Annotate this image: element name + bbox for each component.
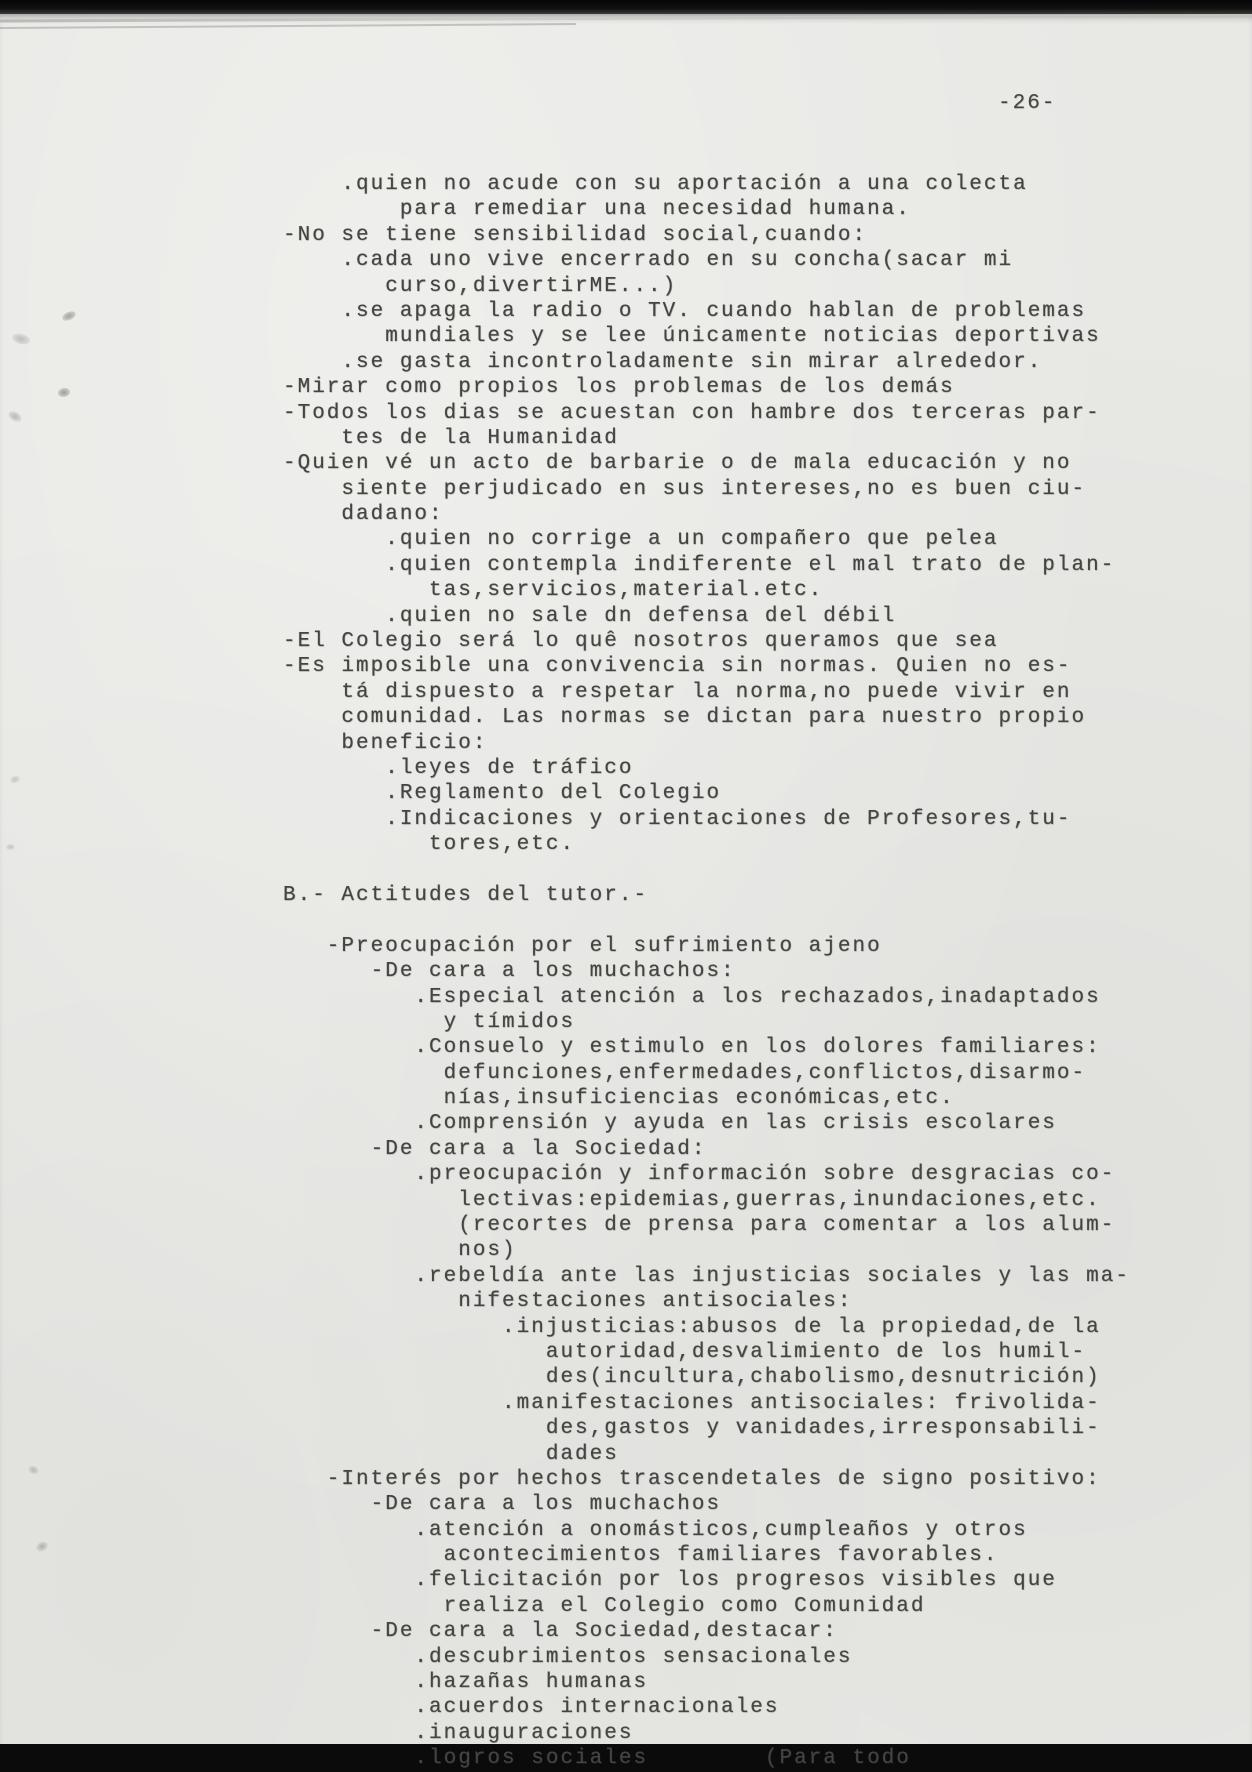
typed-line-10: -Todos los dias se acuestan con hambre dos terceras par- <box>283 401 1101 425</box>
typed-line-36: defunciones,enfermedades,conflictos,disarmo- <box>283 1061 1087 1085</box>
typed-line-48: des(incultura,chabolismo,desnutrición) <box>283 1366 1101 1390</box>
typed-line-52: -Interés por hechos trascendetales de signo positivo: <box>283 1467 1101 1491</box>
typed-line-41: lectivas:epidemias,guerras,inundaciones,etc. <box>283 1188 1101 1212</box>
typed-line-5: curso,divertirME...) <box>283 274 678 298</box>
typed-line-3: -No se tiene sensibilidad social,cuando: <box>283 223 868 247</box>
typed-line-43: nos) <box>283 1239 517 1263</box>
typed-line-15: .quien no corrige a un compañero que pelea <box>283 528 999 552</box>
section-b-heading: B.- Actitudes del tutor.- <box>283 883 649 907</box>
typed-line-51: dades <box>283 1442 619 1466</box>
paper-blemish <box>7 409 24 424</box>
typed-line-4: .cada uno vive encerrado en su concha(sacar mi <box>283 249 1014 273</box>
typed-line-62: .inauguraciones <box>283 1721 634 1745</box>
typed-line-21: tá dispuesto a respetar la norma,no puede vivir en <box>283 680 1072 704</box>
blank-line <box>283 908 1252 933</box>
typed-line-19: -El Colegio será lo quê nosotros queramos que sea <box>283 630 999 654</box>
paper-blemish <box>6 844 15 850</box>
typed-line-26: .Indicaciones y orientaciones de Profesores,tu- <box>283 807 1072 831</box>
typed-line-11: tes de la Humanidad <box>283 426 619 450</box>
typed-line-22: comunidad. Las normas se dictan para nuestro propio <box>283 706 1087 730</box>
typed-line-17: tas,servicios,material.etc. <box>283 579 824 603</box>
typed-line-63: .logros sociales (Para todo <box>283 1747 911 1771</box>
typed-line-47: autoridad,desvalimiento de los humil- <box>283 1340 1087 1364</box>
typed-line-45: nifestaciones antisociales: <box>283 1290 853 1314</box>
underlying-sheet-edge <box>0 23 576 29</box>
typed-line-14: dadano: <box>283 503 444 527</box>
typed-line-23: beneficio: <box>283 731 488 755</box>
typed-line-55: acontecimientos familiares favorables. <box>283 1544 999 1568</box>
typed-line-6: .se apaga la radio o TV. cuando hablan de problemas <box>283 299 1087 323</box>
typed-line-57: realiza el Colegio como Comunidad <box>283 1594 926 1618</box>
typed-line-58: -De cara a la Sociedad,destacar: <box>283 1620 838 1644</box>
typed-line-2: para remediar una necesidad humana. <box>283 198 911 222</box>
typed-line-9: -Mirar como propios los problemas de los demás <box>283 376 955 400</box>
typed-line-39: -De cara a la Sociedad: <box>283 1137 707 1161</box>
page-number: -26- <box>998 92 1057 115</box>
typed-line-33: .Especial atención a los rechazados,inadaptados <box>283 985 1101 1009</box>
typed-line-61: .acuerdos internacionales <box>283 1696 780 1720</box>
typed-line-25: .Reglamento del Colegio <box>283 782 722 806</box>
typed-line-40: .preocupación y información sobre desgracias co- <box>283 1163 1116 1187</box>
typed-line-13: siente perjudicado en sus intereses,no es buen ciu- <box>283 477 1087 501</box>
typed-text-block <box>283 172 1252 1771</box>
typed-line-53: -De cara a los muchachos <box>283 1493 722 1517</box>
typed-line-49: .manifestaciones antisociales: frivolida- <box>283 1391 1101 1415</box>
document-page <box>0 14 1252 1771</box>
paper-blemish <box>35 1540 50 1554</box>
paper-blemish <box>57 387 70 398</box>
typed-line-12: -Quien vé un acto de barbarie o de mala educación y no <box>283 452 1072 476</box>
paper-blemish <box>9 775 21 785</box>
typed-line-20: -Es imposible una convivencia sin normas. Quien no es- <box>283 655 1072 679</box>
paper-blemish <box>27 1464 40 1476</box>
typed-line-8: .se gasta incontroladamente sin mirar alrededor. <box>283 350 1043 374</box>
typed-line-60: .hazañas humanas <box>283 1671 649 1695</box>
typed-line-59: .descubrimientos sensacionales <box>283 1645 853 1669</box>
typed-line-24: .leyes de tráfico <box>283 756 634 780</box>
paper-top-edge <box>0 14 1252 22</box>
typed-line-7: mundiales y se lee únicamente noticias deportivas <box>283 325 1101 349</box>
typed-line-18: .quien no sale dn defensa del débil <box>283 604 897 628</box>
blank-line <box>283 858 1252 883</box>
typed-line-16: .quien contempla indiferente el mal trato de plan- <box>283 553 1116 577</box>
typed-line-46: .injusticias:abusos de la propiedad,de la <box>283 1315 1101 1339</box>
typed-line-38: .Comprensión y ayuda en las crisis escolares <box>283 1112 1057 1136</box>
typed-line-1: .quien no acude con su aportación a una colecta <box>283 173 1028 196</box>
typed-line-32: -De cara a los muchachos: <box>283 960 736 984</box>
typed-line-44: .rebeldía ante las injusticias sociales y las ma- <box>283 1264 1130 1288</box>
typed-line-35: .Consuelo y estimulo en los dolores familiares: <box>283 1036 1101 1060</box>
typed-line-27: tores,etc. <box>283 833 576 857</box>
typed-line-31: -Preocupación por el sufrimiento ajeno <box>283 934 882 958</box>
typed-line-42: (recortes de prensa para comentar a los alum- <box>283 1214 1116 1238</box>
typed-line-54: .atención a onomásticos,cumpleaños y otros <box>283 1518 1028 1542</box>
typed-line-34: y tímidos <box>283 1010 576 1034</box>
typed-line-56: .felicitación por los progresos visibles que <box>283 1569 1057 1593</box>
paper-blemish <box>11 332 31 346</box>
typed-line-37: nías,insuficiencias económicas,etc. <box>283 1087 955 1111</box>
typed-line-50: des,gastos y vanidades,irresponsabili- <box>283 1417 1101 1441</box>
paper-blemish <box>61 309 77 322</box>
scanner-background-strip <box>0 0 1252 14</box>
